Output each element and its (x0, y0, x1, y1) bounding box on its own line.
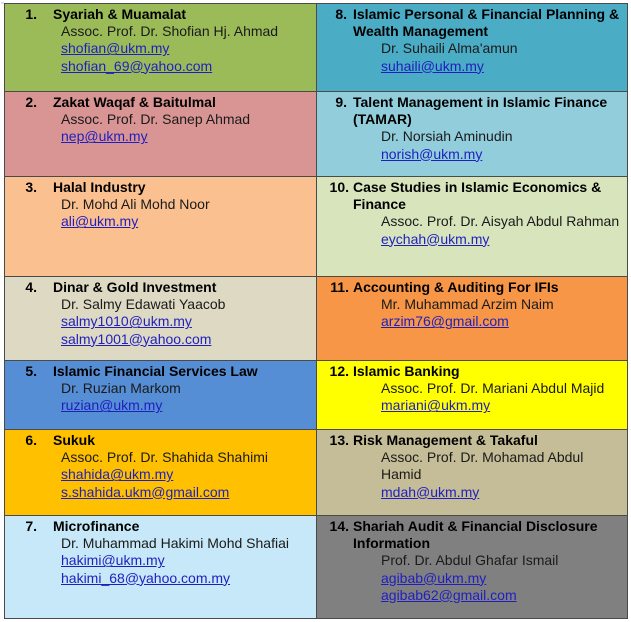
unit-title-text: Risk Management & Takaful (353, 432, 538, 448)
table-row (5, 177, 628, 277)
unit-cell (317, 177, 628, 277)
unit-cell (317, 92, 628, 177)
unit-title-text: Talent Management in Islamic Finance (TAMAR) (353, 94, 608, 128)
table-row (5, 4, 628, 92)
coordinator-name: Mr. Muhammad Arzim Naim (381, 296, 554, 313)
unit-number: 8. (335, 6, 347, 22)
table-anchor-mark: ▫ (1, 0, 4, 7)
unit-contact (325, 40, 623, 74)
coordinator-name: Dr. Ruzian Markom (61, 380, 181, 397)
unit-contact (13, 380, 312, 414)
unit-number: 2. (25, 94, 37, 110)
email-link[interactable]: ruzian@ukm.my (61, 397, 163, 414)
coordinator-name: Assoc. Prof. Dr. Aisyah Abdul Rahman (381, 213, 620, 230)
email-link[interactable]: agibab62@gmail.com (381, 586, 517, 603)
unit-contact (325, 380, 623, 414)
unit-title-text: Islamic Personal & Financial Planning & Wealth Management (353, 6, 620, 40)
unit-title (13, 6, 312, 23)
unit-title (13, 279, 312, 296)
unit-cell (317, 516, 628, 619)
unit-title (13, 363, 312, 380)
unit-contact (325, 552, 623, 604)
unit-title (325, 363, 623, 380)
unit-title-text: Halal Industry (53, 179, 146, 195)
coordinator-name: Assoc. Prof. Dr. Mohamad Abdul Hamid (381, 449, 584, 483)
unit-number: 10. (329, 179, 349, 195)
table-row (5, 92, 628, 177)
unit-title (325, 518, 623, 552)
unit-title-text: Microfinance (53, 518, 140, 534)
coordinator-name: Assoc. Prof. Dr. Shofian Hj. Ahmad (61, 23, 279, 40)
unit-number: 3. (25, 179, 37, 195)
coordinator-name: Dr. Mohd Ali Mohd Noor (61, 196, 210, 213)
unit-number: 6. (25, 432, 37, 448)
email-link[interactable]: mdah@ukm.my (381, 483, 480, 500)
table-row (5, 277, 628, 361)
unit-contact (13, 111, 312, 145)
unit-title (13, 94, 312, 111)
email-link[interactable]: mariani@ukm.my (381, 397, 491, 414)
email-link[interactable]: salmy1010@ukm.my (61, 313, 192, 330)
unit-cell (5, 4, 317, 92)
unit-number: 9. (335, 94, 347, 110)
email-link[interactable]: shahida@ukm.my (61, 466, 174, 483)
unit-cell (5, 430, 317, 516)
table-row (5, 430, 628, 516)
coordinator-name: Prof. Dr. Abdul Ghafar Ismail (381, 552, 559, 569)
unit-title-text: Islamic Financial Services Law (53, 363, 258, 379)
email-link[interactable]: eychah@ukm.my (381, 230, 490, 247)
table-row (5, 516, 628, 619)
unit-cell (317, 4, 628, 92)
unit-number: 11. (330, 279, 349, 295)
unit-title-text: Dinar & Gold Investment (53, 279, 217, 295)
unit-cell (317, 277, 628, 361)
coordinator-name: Assoc. Prof. Dr. Sanep Ahmad (61, 111, 251, 128)
email-link[interactable]: shofian@ukm.my (61, 40, 170, 57)
unit-contact (13, 23, 312, 75)
unit-title (13, 518, 312, 535)
unit-contact (325, 296, 623, 330)
unit-contact (325, 128, 623, 162)
unit-title-text: Sukuk (53, 432, 96, 448)
email-link[interactable]: hakimi@ukm.my (61, 552, 165, 569)
unit-cell (5, 277, 317, 361)
email-link[interactable]: arzim76@gmail.com (381, 313, 509, 330)
unit-title-text: Shariah Audit & Financial Disclosure Information (353, 518, 598, 552)
email-link[interactable]: nep@ukm.my (61, 128, 148, 145)
unit-contact (13, 296, 312, 348)
unit-number: 4. (25, 279, 37, 295)
unit-title (13, 432, 312, 449)
unit-title (325, 179, 623, 213)
email-link[interactable]: hakimi_68@yahoo.com.my (61, 569, 231, 586)
unit-title-text: Case Studies in Islamic Economics & Finance (353, 179, 602, 213)
unit-title (325, 432, 623, 449)
unit-title (13, 179, 312, 196)
unit-number: 13. (329, 432, 349, 448)
unit-cell (5, 361, 317, 430)
unit-cell (5, 92, 317, 177)
unit-contact (325, 213, 623, 247)
coordinator-name: Dr. Salmy Edawati Yaacob (61, 296, 226, 313)
email-link[interactable]: suhaili@ukm.my (381, 57, 484, 74)
email-link[interactable]: norish@ukm.my (381, 145, 483, 162)
unit-cell (317, 430, 628, 516)
coordinator-name: Dr. Suhaili Alma'amun (381, 40, 518, 57)
coordinator-name: Dr. Norsiah Aminudin (381, 128, 513, 145)
unit-cell (5, 177, 317, 277)
unit-cell (317, 361, 628, 430)
coordinator-name: Assoc. Prof. Dr. Mariani Abdul Majid (381, 380, 605, 397)
unit-contact (13, 196, 312, 230)
unit-number: 12. (329, 363, 349, 379)
email-link[interactable]: agibab@ukm.my (381, 569, 487, 586)
email-link[interactable]: shofian_69@yahoo.com (61, 57, 213, 74)
email-link[interactable]: ali@ukm.my (61, 213, 139, 230)
coordinator-name: Dr. Muhammad Hakimi Mohd Shafiai (61, 535, 289, 552)
unit-number: 7. (25, 518, 37, 534)
unit-title-text: Islamic Banking (353, 363, 460, 379)
unit-title (325, 6, 623, 40)
unit-number: 5. (25, 363, 37, 379)
unit-title (325, 94, 623, 128)
unit-contact (325, 449, 623, 501)
unit-title (325, 279, 623, 296)
unit-number: 1. (25, 6, 37, 22)
unit-cell (5, 516, 317, 619)
unit-contact (13, 535, 312, 587)
research-units-table (4, 3, 628, 619)
table-row (5, 361, 628, 430)
unit-contact (13, 449, 312, 501)
email-link[interactable]: salmy1001@yahoo.com (61, 330, 212, 347)
coordinator-name: Assoc. Prof. Dr. Shahida Shahimi (61, 449, 268, 466)
email-link[interactable]: s.shahida.ukm@gmail.com (61, 483, 230, 500)
unit-title-text: Accounting & Auditing For IFIs (353, 279, 559, 295)
unit-title-text: Zakat Waqaf & Baitulmal (53, 94, 216, 110)
unit-title-text: Syariah & Muamalat (53, 6, 187, 22)
unit-number: 14. (329, 518, 349, 534)
